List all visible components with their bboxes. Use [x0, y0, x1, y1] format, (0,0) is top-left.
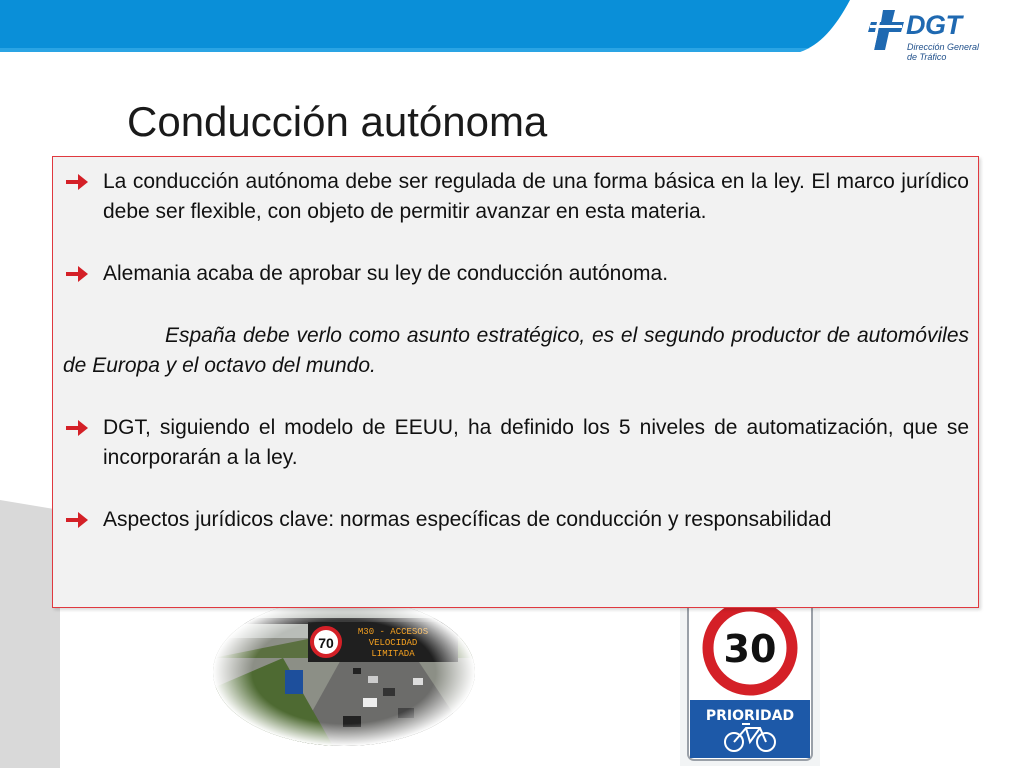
sign-speed: 30 — [723, 627, 777, 671]
paragraph-text: La conducción autónoma debe ser regulada de una forma básica en la ley. El marco jurídico debe ser flexible, con objeto de permitir avanzar en esta materia. — [103, 170, 969, 223]
dgt-cross-icon — [868, 8, 908, 52]
paragraph-text: DGT, siguiendo el modelo de EEUU, ha definido los 5 niveles de automatización, que se incorporarán a la ley. — [103, 416, 969, 469]
bullet-item — [63, 413, 969, 473]
paragraph-text: España debe verlo como asunto estratégico, es el segundo productor de automóviles de Europa y el octavo del mundo. — [63, 324, 969, 377]
arrow-bullet-icon — [66, 420, 88, 436]
logo-subtitle-line2: de Tráfico — [907, 52, 947, 62]
arrow-bullet-icon — [66, 174, 88, 190]
sign-bottom-text: PRIORIDAD — [705, 708, 795, 724]
arrow-bullet-icon — [66, 266, 88, 282]
paragraph-text: Alemania acaba de aprobar su ley de conducción autónoma. — [103, 262, 669, 285]
logo-name: DGT — [906, 10, 962, 40]
logo-subtitle-line1: Dirección General — [907, 42, 980, 52]
paragraph-item — [63, 321, 969, 381]
highway-photo — [213, 598, 475, 746]
bullet-item — [63, 505, 969, 535]
bullet-list — [63, 167, 969, 535]
logo-subtitle — [907, 42, 979, 62]
content-box — [52, 156, 979, 608]
background-shape — [0, 500, 60, 768]
dgt-logo — [868, 6, 988, 64]
slide-title: Conducción autónoma — [127, 98, 548, 145]
bullet-item — [63, 167, 969, 227]
arrow-bullet-icon — [66, 512, 88, 528]
paragraph-text: Aspectos jurídicos clave: normas específicas de conducción y responsabilidad — [103, 508, 832, 531]
bullet-item — [63, 259, 969, 289]
